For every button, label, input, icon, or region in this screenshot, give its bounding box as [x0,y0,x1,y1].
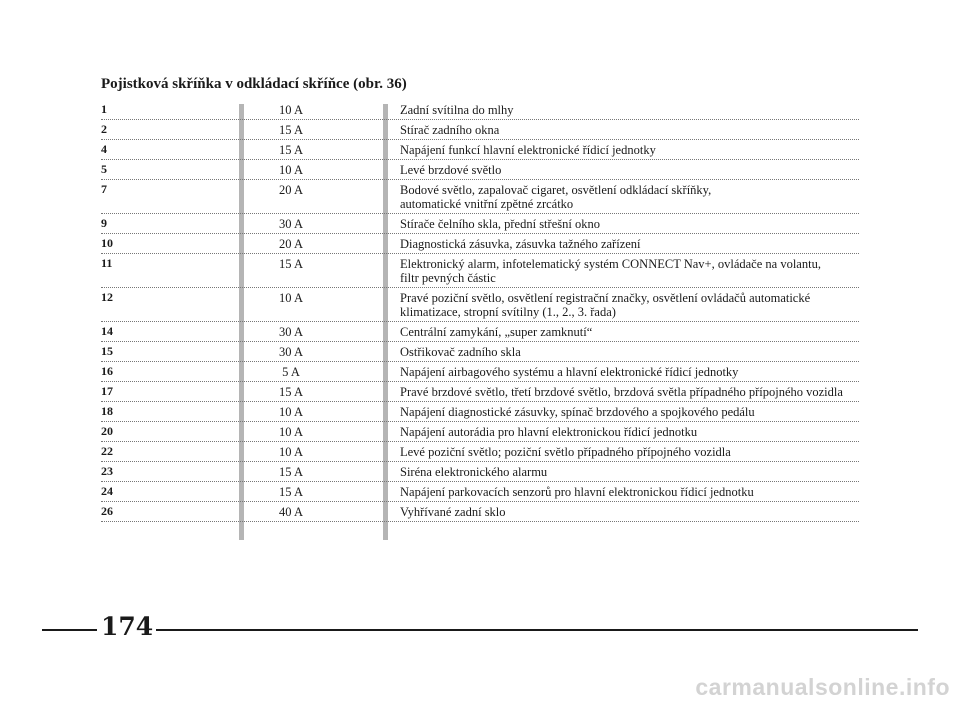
fuse-table [101,100,859,522]
fuse-rating: 5 A [282,365,300,379]
fuse-description-line: Levé brzdové světlo [400,163,502,177]
fuse-description [400,140,859,159]
footer-rule-right [156,629,918,631]
fuse-description [400,422,859,441]
fuse-description-line: Napájení autorádia pro hlavní elektronickou řídicí jednotku [400,425,698,439]
table-row [101,342,859,362]
fuse-number: 16 [101,364,113,378]
fuse-number: 22 [101,444,113,458]
fuse-description [400,214,859,233]
table-row [101,100,859,120]
table-row [101,140,859,160]
table-row [101,362,859,382]
table-row [101,120,859,140]
fuse-description-line: filtr pevných částic [400,271,496,285]
table-row [101,462,859,482]
table-row [101,214,859,234]
fuse-description-line: Diagnostická zásuvka, zásuvka tažného zařízení [400,237,641,251]
fuse-number: 9 [101,216,107,230]
fuse-description [400,288,859,321]
fuse-number: 11 [101,256,113,270]
fuse-description-line: Napájení diagnostické zásuvky, spínač brzdového a spojkového pedálu [400,405,755,419]
fuse-number: 12 [101,290,113,304]
watermark: carmanualsonline.info [695,674,950,700]
fuse-description [400,482,859,501]
table-row [101,160,859,180]
fuse-description-line: Levé poziční světlo; poziční světlo případného přípojného vozidla [400,445,731,459]
fuse-description-line: klimatizace, stropní svítilny (1., 2., 3. řada) [400,305,616,319]
table-row [101,402,859,422]
fuse-rating: 10 A [279,291,303,305]
fuse-number: 17 [101,384,113,398]
table-row [101,322,859,342]
fuse-description-line: Zadní svítilna do mlhy [400,103,514,117]
fuse-description-line: Stírač zadního okna [400,123,500,137]
fuse-description [400,120,859,139]
fuse-description-line: Ostřikovač zadního skla [400,345,521,359]
table-row [101,482,859,502]
fuse-number: 24 [101,484,113,498]
fuse-rating: 10 A [279,163,303,177]
fuse-description [400,342,859,361]
table-row [101,382,859,402]
fuse-description-line: Napájení parkovacích senzorů pro hlavní elektronickou řídicí jednotku [400,485,754,499]
fuse-description-line: Siréna elektronického alarmu [400,465,548,479]
fuse-number: 4 [101,142,107,156]
fuse-rating: 20 A [279,237,303,251]
fuse-description-line: Bodové světlo, zapalovač cigaret, osvětlení odkládací skříňky, [400,183,712,197]
fuse-description [400,402,859,421]
fuse-rating: 15 A [279,465,303,479]
table-row [101,254,859,288]
fuse-description [400,362,859,381]
fuse-rating: 10 A [279,405,303,419]
fuse-rating: 40 A [279,505,303,519]
fuse-number: 1 [101,102,107,116]
fuse-number: 20 [101,424,113,438]
fuse-rating: 15 A [279,143,303,157]
fuse-description [400,462,859,481]
section-title: Pojistková skříňka v odkládací skříňce (obr. 36) [101,76,407,92]
fuse-rating: 10 A [279,445,303,459]
fuse-description [400,160,859,179]
fuse-rating: 10 A [279,425,303,439]
fuse-description-line: Elektronický alarm, infotelematický systém CONNECT Nav+, ovládače na volantu, [400,257,821,271]
fuse-description-line: Pravé brzdové světlo, třetí brzdové světlo, brzdová světla případného přípojného vozidla [400,385,843,399]
fuse-description-line: Pravé poziční světlo, osvětlení registrační značky, osvětlení ovládačů automatické [400,291,811,305]
fuse-description [400,180,859,213]
fuse-description-line: Vyhřívané zadní sklo [400,505,506,519]
fuse-description [400,234,859,253]
fuse-description-line: Napájení airbagového systému a hlavní elektronické řídicí jednotky [400,365,739,379]
fuse-description-line: Napájení funkcí hlavní elektronické řídicí jednotky [400,143,656,157]
fuse-number: 5 [101,162,107,176]
table-row [101,288,859,322]
fuse-number: 7 [101,182,107,196]
fuse-description [400,502,859,521]
page-number: 174 [101,612,154,641]
table-row [101,180,859,214]
table-row [101,234,859,254]
fuse-rating: 30 A [279,217,303,231]
fuse-rating: 15 A [279,123,303,137]
fuse-number: 2 [101,122,107,136]
fuse-description-line: Stírače čelního skla, přední střešní okno [400,217,600,231]
fuse-rating: 15 A [279,257,303,271]
footer-rule-left [42,629,97,631]
fuse-number: 23 [101,464,113,478]
table-row [101,502,859,522]
fuse-description-line: Centrální zamykání, „super zamknutí“ [400,325,593,339]
fuse-number: 10 [101,236,113,250]
fuse-description-line: automatické vnitřní zpětné zrcátko [400,197,574,211]
fuse-number: 14 [101,324,113,338]
fuse-description [400,382,859,401]
fuse-rating: 30 A [279,345,303,359]
fuse-number: 18 [101,404,113,418]
fuse-rating: 30 A [279,325,303,339]
fuse-description [400,254,859,287]
fuse-description [400,442,859,461]
fuse-rating: 20 A [279,183,303,197]
fuse-rating: 15 A [279,485,303,499]
table-row [101,442,859,462]
fuse-rating: 15 A [279,385,303,399]
table-row [101,422,859,442]
fuse-number: 15 [101,344,113,358]
fuse-description [400,322,859,341]
fuse-description [400,100,859,119]
fuse-rating: 10 A [279,103,303,117]
fuse-number: 26 [101,504,113,518]
